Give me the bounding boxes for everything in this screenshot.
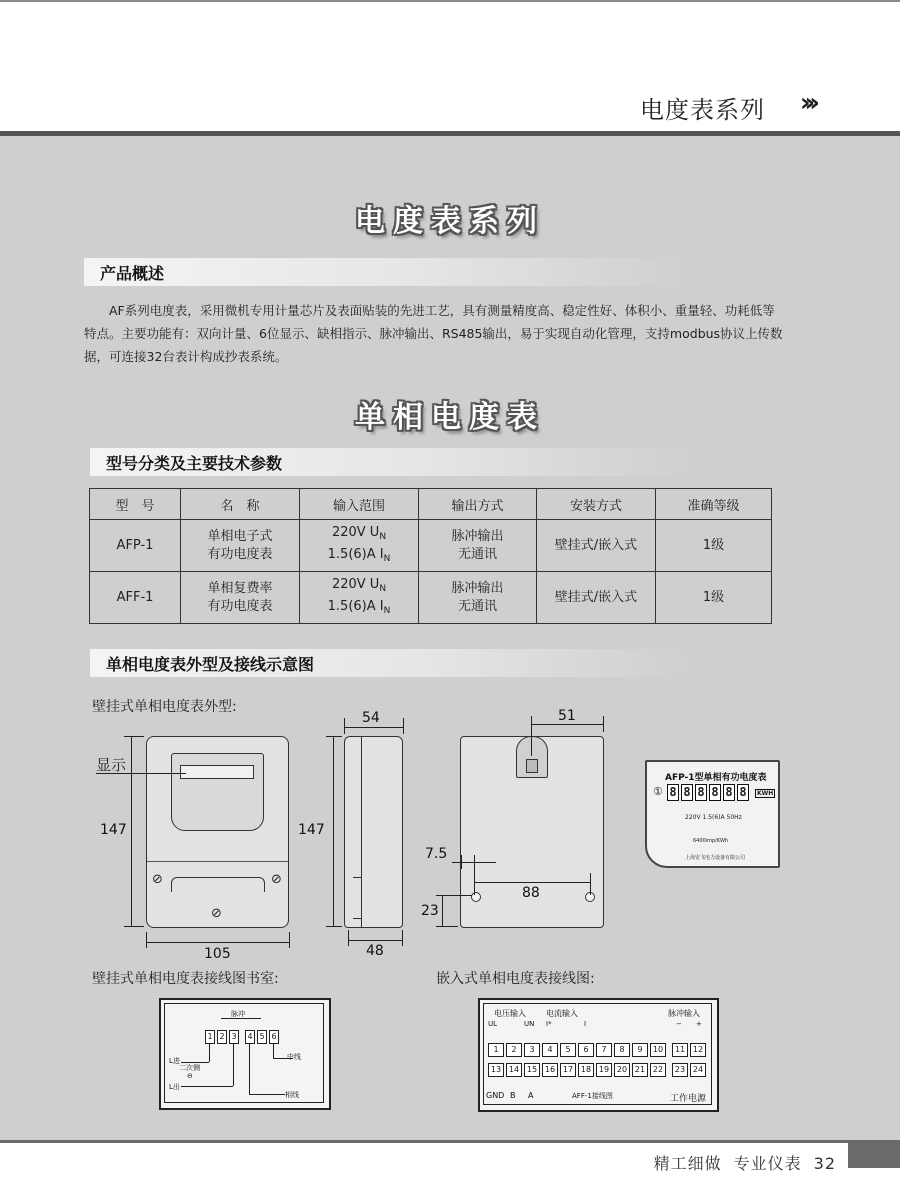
power-label: 工作电源 [670, 1094, 707, 1104]
terminal-cell: 2 [506, 1043, 522, 1057]
dim-front-height: 147 [100, 822, 127, 838]
model-cell: AFP-1 [90, 520, 181, 572]
output-line-2: 无通讯 [457, 546, 497, 562]
dim-tick [603, 716, 604, 732]
dim-tick [436, 895, 472, 896]
wire-embed-caption: 嵌入式单相电度表接线图: [436, 971, 595, 987]
terminal-cell: 15 [524, 1063, 540, 1077]
terminal-cell: 24 [690, 1063, 706, 1077]
screw-icon: ⊘ [152, 872, 163, 887]
dim-tick [326, 736, 342, 737]
wire-line [273, 1044, 274, 1058]
terminal-cell: 18 [578, 1063, 594, 1077]
name-cell [181, 520, 300, 572]
range-voltage: 220V U [331, 524, 380, 540]
dim-tick [474, 855, 475, 895]
plus-label: + [696, 1020, 702, 1028]
diagram-heading: 单相电度表外型及接线示意图 [106, 655, 315, 674]
panel-unit: KWH [757, 790, 774, 797]
accuracy-cell: 1级 [656, 572, 772, 624]
dim-back-top: 51 [558, 708, 576, 724]
name-cell [181, 572, 300, 624]
top-rule [0, 0, 900, 2]
terminal-cell: 3 [524, 1043, 540, 1057]
voltage-input-label: 电压输入 [494, 1009, 526, 1018]
panel-digits [667, 784, 751, 801]
dim-tick [289, 932, 290, 948]
panel-digit: 8 [695, 784, 707, 801]
params-table [89, 488, 772, 624]
terminal-cell: 11 [672, 1043, 688, 1057]
dim-line [348, 940, 402, 941]
accuracy-cell: 1级 [656, 520, 772, 572]
diagram-heading-bar [90, 649, 690, 677]
column-header: 型 号 [90, 489, 181, 520]
screw-icon: ⊘ [211, 906, 222, 921]
terminal-cell: 16 [542, 1063, 558, 1077]
terminal-cell: 17 [560, 1063, 576, 1077]
dim-line [474, 882, 590, 883]
embed-wiring-diagram [478, 998, 719, 1112]
model-cell: AFF-1 [90, 572, 181, 624]
dim-line [442, 895, 443, 926]
i-star-label: I* [546, 1020, 552, 1028]
l-in-label: L进 [169, 1057, 180, 1065]
dim-front-width: 105 [204, 946, 231, 962]
dim-side-top: 54 [362, 710, 380, 726]
dim-line [333, 736, 334, 926]
dim-line [344, 727, 403, 728]
install-cell: 壁挂式/嵌入式 [537, 520, 656, 572]
dim-tick [344, 718, 345, 734]
second-label: 二次侧 [179, 1064, 200, 1072]
phase-label: 相线 [285, 1091, 299, 1099]
dim-back-span: 88 [522, 885, 540, 901]
dim-side-height: 147 [298, 822, 325, 838]
wall-wiring-diagram [159, 998, 331, 1110]
wire-line [233, 1044, 234, 1086]
range-voltage: 220V U [331, 576, 380, 592]
terminal-cell: 23 [672, 1063, 688, 1077]
terminal-cover [171, 877, 265, 892]
overview-text: AF系列电度表，采用微机专用计量芯片及表面贴装的先进工艺，具有测量精度高、稳定性好、体积小、重量轻、功耗低等特点。主要功能有：双向计量、6位显示、缺相指示、脉冲输出、RS485输出，易于实现自动化管理，支持modbus协议上传数据，可连接32台表计构成抄表系统。 [84, 303, 783, 364]
header-arrows-icon: ››› [799, 88, 814, 118]
panel-digit: 8 [737, 784, 749, 801]
output-line-1: 脉冲输出 [451, 580, 504, 596]
column-header: 输入范围 [300, 489, 419, 520]
terminal-cell: 14 [506, 1063, 522, 1077]
mount-hole [471, 892, 481, 902]
terminal: 4 [245, 1030, 255, 1044]
overview-heading-bar [84, 258, 684, 286]
dim-tick [531, 716, 532, 756]
pulse-input-label: 脉冲输入 [668, 1009, 700, 1018]
outline-caption: 壁挂式单相电度表外型: [92, 699, 237, 715]
panel-maker: 上海安飞电力设备有限公司 [685, 855, 746, 861]
range-cell [300, 572, 419, 624]
meter-side-view [344, 736, 403, 928]
output-line-2: 无通讯 [457, 598, 497, 614]
range-current-sub: N [383, 553, 391, 564]
dim-tick [124, 736, 144, 737]
name-line-1: 单相复费率 [207, 580, 273, 596]
overview-heading: 产品概述 [100, 264, 165, 283]
terminal-cell: 19 [596, 1063, 612, 1077]
footer-slogan-1: 精工细做 [653, 1154, 722, 1173]
ground-icon: ⊖ [187, 1072, 193, 1080]
dim-line [131, 736, 132, 926]
range-cell [300, 520, 419, 572]
neutral-label: 中线 [287, 1053, 301, 1061]
page-number: 32 [813, 1154, 836, 1173]
terminal-cell: 4 [542, 1043, 558, 1057]
range-voltage-sub: N [379, 531, 387, 542]
terminal-cell: 7 [596, 1043, 612, 1057]
panel-digit: 8 [709, 784, 721, 801]
output-cell [419, 572, 537, 624]
dim-back-bottom: 23 [421, 903, 439, 919]
display-label: 显示 [96, 756, 127, 774]
panel-digit: 8 [667, 784, 679, 801]
terminal: 1 [205, 1030, 215, 1044]
terminal: 3 [229, 1030, 239, 1044]
single-phase-title: 单相电度表 [355, 400, 545, 435]
dim-tick [590, 873, 591, 895]
output-line-1: 脉冲输出 [451, 528, 504, 544]
b-label: B [510, 1091, 516, 1100]
dim-tick [124, 926, 144, 927]
panel-circle: ① [653, 785, 663, 798]
name-line-2: 有功电度表 [207, 598, 273, 614]
terminal-cell: 21 [632, 1063, 648, 1077]
table-row [90, 520, 772, 572]
dim-tick [402, 930, 403, 946]
column-header: 准确等级 [656, 489, 772, 520]
dim-tick [403, 718, 404, 734]
footer-bar [0, 1140, 900, 1143]
range-current-sub: N [383, 605, 391, 616]
dim-tick [326, 926, 342, 927]
terminal-cell: 13 [488, 1063, 504, 1077]
wire-line [209, 1044, 210, 1062]
terminal: 6 [269, 1030, 279, 1044]
meter-divider [147, 861, 288, 862]
column-header: 输出方式 [419, 489, 537, 520]
wire-line [181, 1086, 233, 1087]
dim-line [531, 724, 603, 725]
table-header-row [90, 489, 772, 520]
terminal-cell: 8 [614, 1043, 630, 1057]
terminal-cell: 5 [560, 1043, 576, 1057]
terminal-cell: 20 [614, 1063, 630, 1077]
l-out-label: L出 [169, 1083, 180, 1091]
pulse-label: 脉冲 [231, 1010, 245, 1018]
footer-block [848, 1143, 900, 1168]
dim-tick [436, 926, 458, 927]
screw-icon: ⊘ [271, 872, 282, 887]
footer-slogan-2: 专业仪表 [733, 1154, 802, 1173]
dim-tick [146, 932, 147, 948]
a-label: A [528, 1091, 534, 1100]
terminal-cell: 22 [650, 1063, 666, 1077]
dim-line [146, 942, 289, 943]
dim-side-bottom: 48 [366, 943, 384, 959]
range-voltage-sub: N [379, 583, 387, 594]
terminal-cell: 9 [632, 1043, 648, 1057]
range-current: 1.5(6)A I [327, 598, 384, 614]
meter-display [180, 765, 254, 779]
output-cell [419, 520, 537, 572]
terminal: 2 [217, 1030, 227, 1044]
terminal-cell: 10 [650, 1043, 666, 1057]
column-header: 名 称 [181, 489, 300, 520]
current-input-label: 电流输入 [546, 1009, 578, 1018]
install-cell: 壁挂式/嵌入式 [537, 572, 656, 624]
embedded-meter-panel [645, 760, 780, 868]
model-wiring-label: AFF-1接线图 [572, 1092, 613, 1100]
main-title: 电度表系列 [355, 204, 545, 239]
params-heading: 型号分类及主要技术参数 [106, 454, 283, 473]
side-notch [353, 877, 361, 919]
panel-imp: 6400imp/KWh [693, 838, 729, 844]
wire-line [249, 1094, 285, 1095]
minus-label: − [676, 1020, 682, 1028]
hook-slot [526, 759, 538, 773]
wire-line [249, 1044, 250, 1094]
ul-label: UL [488, 1020, 498, 1028]
panel-spec: 220V 1.5(6)A 50Hz [685, 814, 742, 821]
wire-line [221, 1018, 261, 1019]
name-line-2: 有功电度表 [207, 546, 273, 562]
meter-front-view [146, 736, 289, 928]
gnd-label: GND [486, 1091, 505, 1100]
terminal-cell: 1 [488, 1043, 504, 1057]
display-leader-line [96, 773, 186, 774]
header-title: 电度表系列 [640, 96, 765, 124]
range-current: 1.5(6)A I [327, 546, 384, 562]
meter-window [171, 753, 264, 831]
name-line-1: 单相电子式 [207, 528, 273, 544]
dim-tick [348, 930, 349, 946]
un-label: UN [524, 1020, 535, 1028]
dim-tick [461, 855, 462, 869]
panel-digit: 8 [681, 784, 693, 801]
terminal-cell: 6 [578, 1043, 594, 1057]
params-heading-bar [90, 448, 690, 476]
table-row [90, 572, 772, 624]
column-header: 安装方式 [537, 489, 656, 520]
hang-hook [516, 736, 548, 778]
terminal-cell: 12 [690, 1043, 706, 1057]
terminal: 5 [257, 1030, 267, 1044]
panel-digit: 8 [723, 784, 735, 801]
dim-back-offset: 7.5 [425, 846, 448, 862]
i-label: I [584, 1020, 587, 1028]
panel-title: AFP-1型单相有功电度表 [665, 773, 767, 783]
wire-wall-caption: 壁挂式单相电度表接线图书室: [92, 971, 279, 987]
footer [642, 1151, 836, 1174]
main-panel [0, 136, 900, 1140]
